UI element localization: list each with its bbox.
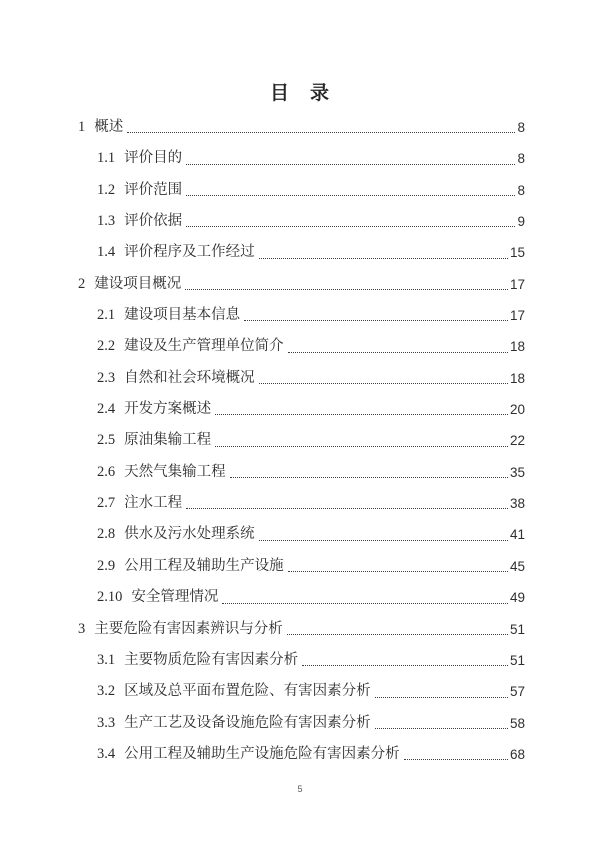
toc-entry-number: 2.1 — [97, 307, 116, 324]
toc-entry-title: 评价依据 — [124, 213, 183, 230]
dot-leader — [259, 540, 508, 541]
toc-entry-page: 51 — [509, 621, 525, 637]
toc-entry — [78, 676, 525, 707]
toc-entry-page: 8 — [517, 151, 525, 167]
toc-entry-number: 2.2 — [97, 338, 116, 355]
toc-entry-number: 1.3 — [97, 213, 116, 230]
toc-entry-number: 2.6 — [97, 463, 116, 480]
toc-entry — [78, 363, 525, 394]
toc-entry-page: 17 — [509, 276, 525, 292]
toc-entry-page: 8 — [517, 120, 525, 135]
toc-entry — [78, 112, 525, 143]
toc-entry-page: 20 — [509, 402, 525, 418]
toc-entry-title: 概述 — [94, 119, 124, 135]
toc-entry-page: 38 — [509, 496, 525, 512]
toc-entry-number: 3.1 — [97, 651, 116, 668]
toc-entry-title: 评价目的 — [124, 150, 183, 167]
toc-list — [78, 112, 525, 770]
toc-entry-number: 2.4 — [97, 401, 116, 418]
toc-entry-page: 22 — [509, 433, 525, 449]
toc-entry-title: 自然和社会环境概况 — [124, 369, 255, 386]
toc-entry-page: 9 — [517, 214, 525, 230]
toc-entry-number: 3.3 — [97, 714, 116, 731]
toc-entry-title: 安全管理情况 — [131, 589, 219, 606]
toc-entry — [78, 551, 525, 582]
toc-entry-title: 主要物质危险有害因素分析 — [124, 651, 299, 668]
toc-entry-number: 2.10 — [97, 589, 123, 606]
dot-leader — [186, 508, 508, 509]
toc-entry-title: 主要危险有害因素辨识与分析 — [94, 620, 283, 637]
dot-leader — [186, 226, 515, 227]
dot-leader — [185, 289, 508, 290]
toc-entry-page: 17 — [509, 308, 525, 324]
toc-entry-number: 1 — [78, 119, 86, 135]
toc-entry-number: 2.8 — [97, 526, 116, 543]
toc-title: 目 录 — [269, 83, 330, 104]
toc-entry-page: 49 — [509, 590, 525, 606]
toc-entry-title: 区域及总平面布置危险、有害因素分析 — [124, 683, 371, 700]
toc-entry-page: 41 — [509, 527, 525, 543]
toc-entry-page: 45 — [509, 558, 525, 574]
dot-leader — [186, 195, 515, 196]
toc-entry — [78, 708, 525, 739]
dot-leader — [288, 571, 508, 572]
toc-entry — [78, 269, 525, 300]
toc-entry-number: 1.1 — [97, 150, 116, 167]
toc-entry-number: 1.4 — [97, 244, 116, 261]
footer-page-number: 5 — [297, 784, 303, 794]
toc-entry — [78, 143, 525, 174]
toc-entry-number: 2 — [78, 275, 86, 292]
toc-entry — [78, 645, 525, 676]
toc-entry-number: 2.5 — [97, 432, 116, 449]
toc-entry-title: 建设项目基本信息 — [124, 307, 241, 324]
toc-entry-title: 供水及污水处理系统 — [124, 526, 255, 543]
toc-entry-page: 15 — [509, 245, 525, 261]
dot-leader — [127, 132, 515, 133]
dot-leader — [222, 603, 508, 604]
toc-entry-number: 2.7 — [97, 495, 116, 512]
toc-entry-title: 原油集输工程 — [124, 432, 212, 449]
toc-entry-title: 建设项目概况 — [94, 275, 182, 292]
toc-entry-title: 评价程序及工作经过 — [124, 244, 255, 261]
dot-leader — [375, 697, 508, 698]
dot-leader — [244, 320, 508, 321]
dot-leader — [215, 446, 508, 447]
toc-entry-page: 58 — [509, 715, 525, 731]
toc-entry — [78, 582, 525, 613]
toc-entry — [78, 175, 525, 206]
dot-leader — [230, 477, 508, 478]
dot-leader — [215, 414, 508, 415]
toc-entry-number: 2.3 — [97, 369, 116, 386]
dot-leader — [404, 759, 508, 760]
toc-entry — [78, 457, 525, 488]
toc-entry — [78, 425, 525, 456]
toc-entry-page: 68 — [509, 746, 525, 762]
toc-entry-title: 天然气集输工程 — [124, 463, 226, 480]
toc-entry-title: 公用工程及辅助生产设施 — [124, 557, 284, 574]
toc-entry-page: 35 — [509, 464, 525, 480]
toc-entry-title: 建设及生产管理单位简介 — [124, 338, 284, 355]
toc-entry-page: 18 — [509, 370, 525, 386]
toc-entry — [78, 614, 525, 645]
dot-leader — [302, 665, 508, 666]
toc-entry-page: 51 — [509, 652, 525, 668]
toc-entry-page: 57 — [509, 684, 525, 700]
dot-leader — [375, 728, 508, 729]
toc-entry-number: 3.2 — [97, 683, 116, 700]
toc-entry — [78, 488, 525, 519]
toc-entry — [78, 394, 525, 425]
toc-entry-page: 18 — [509, 339, 525, 355]
toc-entry-page: 8 — [517, 182, 525, 198]
toc-entry-title: 开发方案概述 — [124, 401, 212, 418]
toc-entry — [78, 206, 525, 237]
dot-leader — [259, 383, 508, 384]
toc-entry — [78, 739, 525, 770]
toc-entry — [78, 519, 525, 550]
toc-entry-number: 3.4 — [97, 745, 116, 762]
dot-leader — [259, 258, 508, 259]
toc-entry-title: 生产工艺及设备设施危险有害因素分析 — [124, 714, 371, 731]
toc-entry-title: 注水工程 — [124, 495, 183, 512]
toc-entry — [78, 237, 525, 268]
toc-entry-number: 3 — [78, 620, 86, 637]
dot-leader — [288, 352, 508, 353]
dot-leader — [287, 634, 508, 635]
toc-entry-title: 公用工程及辅助生产设施危险有害因素分析 — [124, 745, 400, 762]
toc-entry — [78, 331, 525, 362]
dot-leader — [186, 164, 515, 165]
toc-entry-number: 2.9 — [97, 557, 116, 574]
toc-entry-title: 评价范围 — [124, 181, 183, 198]
toc-entry-number: 1.2 — [97, 181, 116, 198]
toc-entry — [78, 300, 525, 331]
